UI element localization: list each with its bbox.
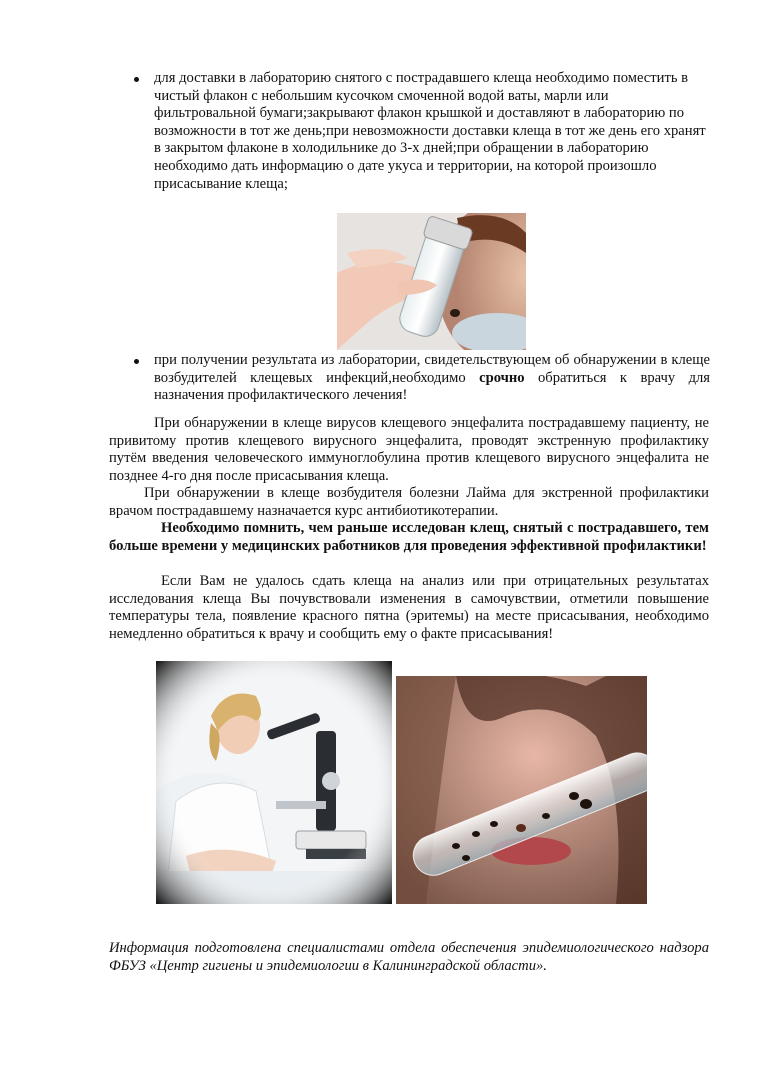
paragraph-important: Необходимо помнить, чем раньше исследован клещ, снятый с пострадавшего, тем больше времени у медицинских работников для проведения эффективной профилактики! bbox=[109, 520, 709, 554]
paragraph-encephalitis: При обнаружении в клеще вирусов клещевого энцефалита пострадавшему пациенту, не привитому против клещевого вирусного энцефалита, проводят экстренную профилактику путём введения человеческого иммуноглобулина против клещевого вирусного энцефалита не позднее 4-го дня после присасывания клеща. bbox=[109, 415, 709, 484]
paragraph-lyme: При обнаружении в клеще возбудителя болезни Лайма для экстренной профилактики врачом пострадавшему назначается курс антибиотикотерапии. bbox=[109, 485, 709, 519]
bullet-text-delivery: для доставки в лабораторию снятого с пострадавшего клеща необходимо поместить в чистый флакон с небольшим кусочком смоченной водой ваты, марли или фильтровальной бумаги;закрывают флакон крышкой и доставляют в лабораторию по возможности в тот же день;при невозможности доставки клеща в тот же день его хранят в закрытом флаконе в холодильнике до 3-х дней;при обращении в лабораторию необходимо дать информацию о дате укуса и территории, на которой произошло присасывание клеща; bbox=[154, 70, 706, 192]
bullet-item-delivery bbox=[154, 70, 710, 193]
bullet-text-result-after: обратиться к врачу для назначения профилактического лечения! bbox=[154, 369, 710, 404]
bullet-text-result-bold: срочно bbox=[479, 369, 525, 386]
photo-ticks-tube bbox=[396, 676, 647, 904]
bullet-dot-icon bbox=[134, 359, 139, 364]
bullet-dot-icon bbox=[134, 77, 139, 82]
bullet-text-result-before: при получении результата из лаборатории, свидетельствующем об обнаружении в клеще возбудителей клещевых инфекций,необходимо bbox=[154, 352, 710, 386]
paragraph-symptoms: Если Вам не удалось сдать клеща на анализ или при отрицательных результатах исследования клеща Вы почувствовали изменения в самочувствии, отметили повышение температуры тела, появление красного пятна (эритемы) на месте присасывания, необходимо немедленно обратиться к врачу и сообщить ему о факте присасывания! bbox=[109, 573, 709, 642]
photo-scientist-microscope bbox=[156, 661, 392, 904]
bullet-item-result bbox=[154, 352, 710, 405]
footer-note: Информация подготовлена специалистами отдела обеспечения эпидемиологического надзора ФБУЗ «Центр гигиены и эпидемиологии в Калининградской области». bbox=[109, 940, 709, 974]
photo-tick-vial bbox=[337, 213, 526, 350]
